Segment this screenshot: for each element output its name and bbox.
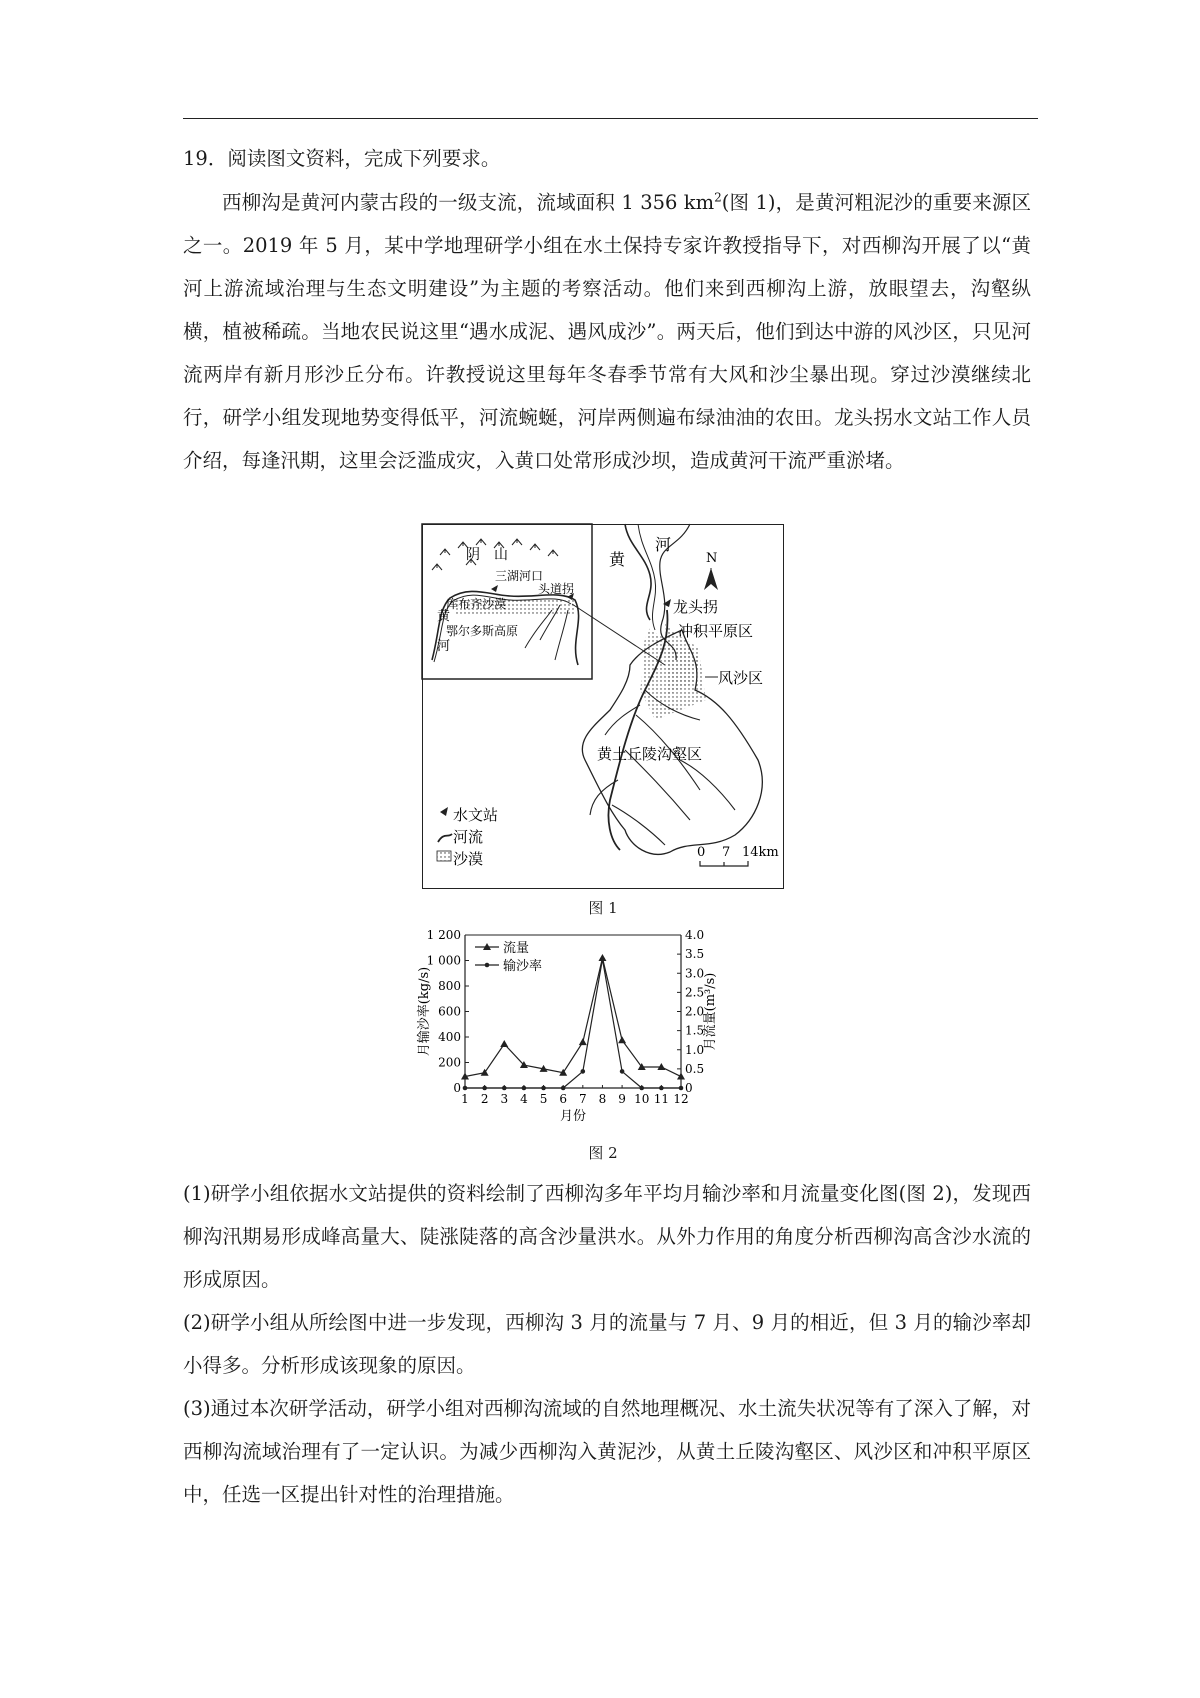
x-tick-label: 1 bbox=[461, 1092, 469, 1106]
left-tick-label: 200 bbox=[438, 1055, 461, 1070]
main-label-longtouguai: 龙头拐 bbox=[673, 598, 719, 616]
sediment-point bbox=[679, 1086, 684, 1091]
x-tick-label: 12 bbox=[673, 1092, 689, 1106]
sediment-point bbox=[463, 1086, 468, 1091]
subquestion-3: (3)通过本次研学活动，研学小组对西柳沟流域的自然地理概况、水土流失状况等有了深入了解，对西柳沟流域治理有了一定认识。为减少西柳沟入黄泥沙，从黄土丘陵沟壑区、风沙区和冲积平原区中，任选一区提出针对性的治理措施。 bbox=[183, 1397, 1031, 1506]
flow-point bbox=[618, 1036, 626, 1043]
flow-point bbox=[481, 1069, 489, 1076]
legend-station-label: 水文站 bbox=[453, 806, 499, 824]
sediment-point bbox=[600, 957, 605, 962]
sediment-point bbox=[482, 1086, 487, 1091]
main-yellow-river bbox=[625, 524, 651, 620]
inset-label-desert: 库布齐沙漠 bbox=[446, 597, 507, 611]
main-label-he: 河 bbox=[655, 535, 672, 554]
x-tick-label: 8 bbox=[598, 1092, 607, 1106]
x-tick-label: 9 bbox=[618, 1092, 626, 1106]
right-tick-label: 0.5 bbox=[685, 1061, 705, 1076]
x-tick-label: 7 bbox=[578, 1092, 587, 1106]
legend-river-label: 河流 bbox=[453, 828, 484, 846]
left-tick-label: 0 bbox=[453, 1081, 461, 1095]
right-tick-label: 4.0 bbox=[685, 928, 705, 942]
intro-text-2: (图 1)，是黄河粗泥沙的重要来源区之一。2019 年 5 月，某中学地理研学小组在水土保持专家许教授指导下，对西柳沟开展了以“黄河上游流域治理与生态文明建设”为主题的考察活动。他们来到西柳沟上游，放眼望去，沟壑纵横，植被稀疏。当地农民说这里“遇水成泥、遇风成沙”。两天后，他们到达中游的风沙区，只见河流两岸有新月形沙丘分布。许教授说这里每年冬春季节常有大风和沙尘暴出现。穿过沙漠继续北行，研学小组发现地势变得低平，河流蜿蜒，河岸两侧遍布绿油油的农田。龙头拐水文站工作人员介绍，每逢汛期，这里会泛滥成灾，入黄口处常形成沙坝，造成黄河干流严重淤堵。 bbox=[183, 191, 1032, 472]
left-tick-label: 400 bbox=[438, 1030, 461, 1044]
intro-superscript: 2 bbox=[714, 190, 722, 205]
x-tick-label: 4 bbox=[520, 1092, 528, 1106]
legend-marker-dot bbox=[485, 963, 490, 968]
sediment-point bbox=[502, 1086, 507, 1091]
right-tick-label: 2.5 bbox=[685, 985, 705, 1000]
legend-label-1: 流量 bbox=[503, 941, 530, 956]
x-tick-label: 11 bbox=[653, 1092, 670, 1106]
station-marker-sanhuhekou bbox=[491, 585, 498, 592]
x-axis-label: 月份 bbox=[559, 1109, 587, 1124]
sediment-point bbox=[581, 1069, 586, 1074]
scale-14: 14km bbox=[742, 845, 779, 860]
inset-label-river2: 河 bbox=[437, 639, 451, 654]
left-tick-label: 600 bbox=[438, 1004, 461, 1019]
x-tick-label: 10 bbox=[634, 1092, 650, 1106]
right-tick-label: 3.0 bbox=[685, 966, 705, 981]
main-label-huang: 黄 bbox=[609, 550, 626, 569]
flow-point bbox=[579, 1038, 587, 1045]
sediment-point bbox=[561, 1086, 566, 1091]
main-label-alluvial: 冲积平原区 bbox=[678, 622, 754, 640]
flow-point bbox=[677, 1073, 685, 1080]
inset-label-plateau: 鄂尔多斯高原 bbox=[446, 624, 519, 638]
figure2-chart bbox=[415, 925, 795, 1135]
scale-0: 0 bbox=[697, 845, 706, 860]
inset-label-river1: 黄 bbox=[437, 609, 451, 624]
x-tick-label: 3 bbox=[500, 1092, 509, 1106]
left-tick-label: 1 200 bbox=[426, 928, 461, 942]
right-tick-label: 1.0 bbox=[685, 1042, 705, 1057]
north-label: N bbox=[706, 551, 718, 566]
legend-river-icon bbox=[438, 834, 452, 842]
inset-label-mountain: 阴 山 bbox=[466, 547, 508, 563]
x-tick-label: 5 bbox=[539, 1092, 548, 1106]
sediment-point bbox=[522, 1086, 527, 1091]
scale-7: 7 bbox=[722, 845, 731, 860]
series-line-1 bbox=[465, 958, 681, 1077]
sediment-point bbox=[541, 1086, 546, 1091]
flow-point bbox=[500, 1040, 508, 1047]
right-tick-label: 0 bbox=[685, 1081, 693, 1095]
sediment-point bbox=[639, 1086, 644, 1091]
right-tick-label: 1.5 bbox=[685, 1023, 705, 1038]
left-tick-label: 800 bbox=[438, 979, 461, 993]
inset-label-toudaoguai: 头道拐 bbox=[538, 582, 575, 596]
subquestion-2: (2)研学小组从所绘图中进一步发现，西柳沟 3 月的流量与 7 月、9 月的相近，但 3 月的输沙率却小得多。分析形成该现象的原因。 bbox=[183, 1311, 1031, 1377]
figure1-caption: 图 1 bbox=[588, 899, 618, 917]
sediment-point bbox=[620, 1069, 625, 1074]
right-tick-label: 2.0 bbox=[685, 1004, 705, 1019]
main-label-loess: 黄土丘陵沟壑区 bbox=[597, 745, 703, 763]
left-axis-label: 月输沙率(kg/s) bbox=[417, 966, 432, 1057]
legend-desert-icon bbox=[437, 851, 451, 861]
inset-label-sanhuhekou: 三湖河口 bbox=[495, 569, 544, 583]
question-heading: 19．阅读图文资料，完成下列要求。 bbox=[183, 147, 501, 170]
intro-text-1: 西柳沟是黄河内蒙古段的一级支流，流域面积 1 356 km bbox=[222, 191, 715, 214]
scale-bar bbox=[700, 861, 748, 866]
figure2-caption: 图 2 bbox=[588, 1144, 618, 1162]
main-label-wind-sand: 风沙区 bbox=[718, 669, 764, 687]
subquestion-1: (1)研学小组依据水文站提供的资料绘制了西柳沟多年平均月输沙率和月流量变化图(图 2)，发现西柳沟汛期易形成峰高量大、陡涨陡落的高含沙量洪水。从外力作用的角度分析西柳沟高含沙水流的形成原因。 bbox=[183, 1182, 1031, 1291]
x-tick-label: 2 bbox=[480, 1092, 489, 1106]
right-tick-label: 3.5 bbox=[685, 947, 705, 962]
x-tick-label: 6 bbox=[559, 1092, 568, 1106]
legend-label-2: 输沙率 bbox=[503, 959, 543, 974]
right-axis-label: 月流量(m³/s) bbox=[703, 972, 718, 1051]
left-tick-label: 1 000 bbox=[426, 953, 461, 968]
series-line-2 bbox=[465, 959, 681, 1088]
sediment-point bbox=[659, 1086, 664, 1091]
legend-station-icon bbox=[440, 807, 448, 816]
legend-desert-label: 沙漠 bbox=[453, 850, 484, 868]
